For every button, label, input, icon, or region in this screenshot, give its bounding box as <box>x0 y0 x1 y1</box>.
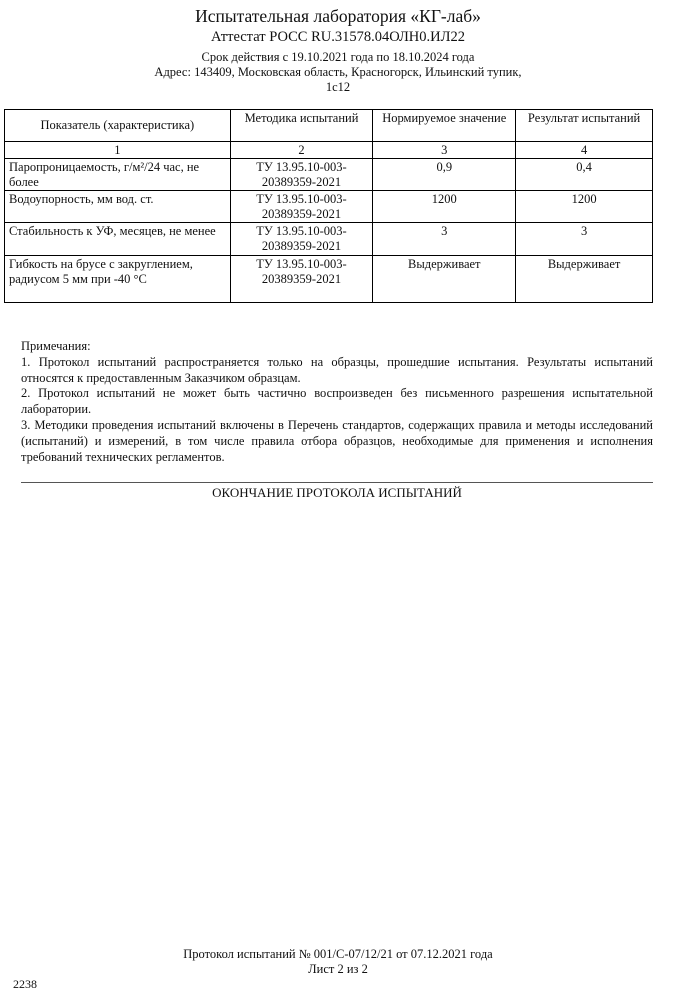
indicator-cell: Паропроницаемость, г/м²/24 час, не более <box>5 159 231 191</box>
norm-cell: 1200 <box>373 191 516 223</box>
lab-title: Испытательная лаборатория «КГ-лаб» <box>195 6 481 26</box>
method-cell: ТУ 13.95.10-003-20389359-2021 <box>230 191 373 223</box>
address-line-1: Адрес: 143409, Московская область, Красногорск, Ильинский тупик, <box>154 65 522 79</box>
table-row <box>5 159 653 191</box>
norm-cell: Выдерживает <box>373 256 516 303</box>
result-cell: Выдерживает <box>516 256 653 303</box>
notes-title: Примечания: <box>21 339 91 353</box>
attestat-number: Аттестат РОСС RU.31578.04ОЛН0.ИЛ22 <box>211 29 465 45</box>
indicator-cell: Водоупорность, мм вод. ст. <box>5 191 231 223</box>
column-number: 3 <box>373 142 516 159</box>
page-footer <box>0 947 676 977</box>
table-row <box>5 223 653 256</box>
column-number-row <box>5 142 653 159</box>
header-result: Результат испытаний <box>516 110 653 142</box>
notes-section <box>21 339 653 465</box>
divider-line <box>21 482 653 483</box>
validity-period: Срок действия с 19.10.2021 года по 18.10.2024 года <box>201 50 475 64</box>
results-table <box>4 109 653 303</box>
column-number: 2 <box>230 142 373 159</box>
address-line-2: 1с12 <box>325 80 351 94</box>
protocol-end-text: ОКОНЧАНИЕ ПРОТОКОЛА ИСПЫТАНИЙ <box>212 485 462 500</box>
method-cell: ТУ 13.95.10-003-20389359-2021 <box>230 256 373 303</box>
method-cell: ТУ 13.95.10-003-20389359-2021 <box>230 159 373 191</box>
header-norm: Нормируемое значение <box>373 110 516 142</box>
result-cell: 0,4 <box>516 159 653 191</box>
result-cell: 3 <box>516 223 653 256</box>
note-item: 2. Протокол испытаний не может быть частично воспроизведен без письменного разрешения испытательной лаборатории. <box>21 386 653 417</box>
note-item: 3. Методики проведения испытаний включены в Перечень стандартов, содержащих правила и методы исследований (испытаний) и измерений, в том числе правила отбора образцов, необходимые для применения и исполнения требований технических регламентов. <box>21 417 653 464</box>
footer-sheet: Лист 2 из 2 <box>308 962 368 976</box>
column-number: 1 <box>5 142 231 159</box>
norm-cell: 3 <box>373 223 516 256</box>
footer-protocol: Протокол испытаний № 001/С-07/12/21 от 07.12.2021 года <box>183 947 493 961</box>
table-header-row <box>5 110 653 142</box>
indicator-cell: Стабильность к УФ, месяцев, не менее <box>5 223 231 256</box>
column-number: 4 <box>516 142 653 159</box>
result-cell: 1200 <box>516 191 653 223</box>
table-row <box>5 256 653 303</box>
note-item: 1. Протокол испытаний распространяется только на образцы, прошедшие испытания. Результаты испытаний относятся к предоставленным Заказчиком образцам. <box>21 354 653 385</box>
lab-address <box>0 65 676 95</box>
norm-cell: 0,9 <box>373 159 516 191</box>
table-row <box>5 191 653 223</box>
page-code: 2238 <box>13 977 37 991</box>
header-indicator: Показатель (характеристика) <box>5 110 231 142</box>
method-cell: ТУ 13.95.10-003-20389359-2021 <box>230 223 373 256</box>
header-method: Методика испытаний <box>230 110 373 142</box>
indicator-cell: Гибкость на брусе с закруглением, радиусом 5 мм при -40 °С <box>5 256 231 303</box>
